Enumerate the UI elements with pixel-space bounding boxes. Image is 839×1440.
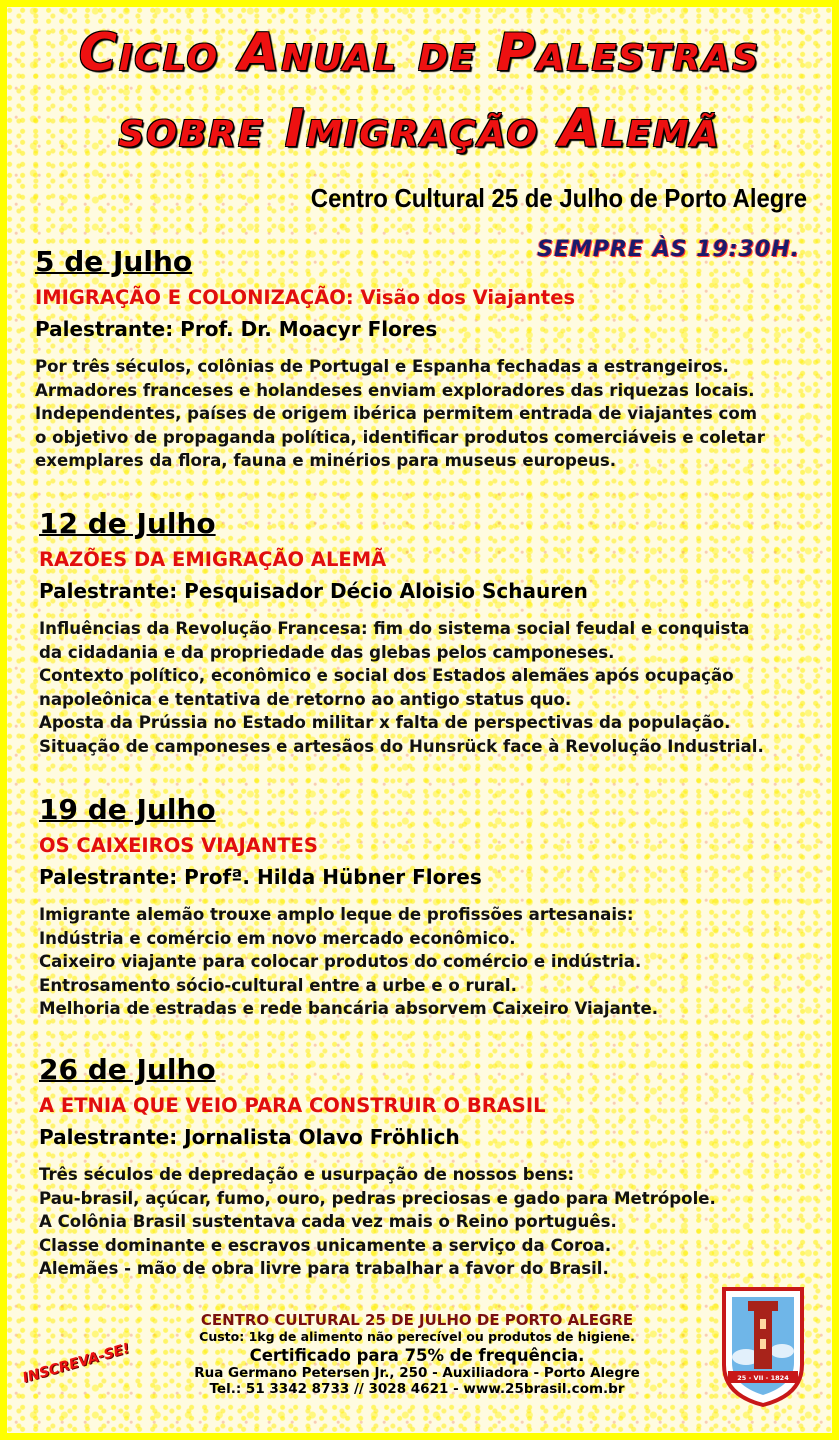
schedule-time: SEMPRE ÀS 19:30H. bbox=[537, 237, 800, 262]
description-line: Independentes, países de origem ibérica permitem entrada de viajantes com bbox=[35, 404, 758, 423]
description-line: Situação de camponeses e artesãos do Hunsrück face à Revolução Industrial. bbox=[39, 736, 764, 756]
session-topic bbox=[35, 286, 835, 309]
session-2 bbox=[39, 507, 839, 758]
footer-cost: Custo: 1kg de alimento não perecível ou produtos de higiene. bbox=[199, 1329, 635, 1344]
footer-info bbox=[157, 1311, 677, 1397]
session-description bbox=[39, 617, 839, 758]
session-topic: RAZÕES DA EMIGRAÇÃO ALEMÃ bbox=[39, 548, 387, 571]
session-date: 5 de Julho bbox=[35, 245, 193, 278]
description-line: Por três séculos, colônias de Portugal e Espanha fechadas a estrangeiros. bbox=[35, 357, 729, 376]
title-line-1: Ciclo Anual de Palestras bbox=[78, 23, 761, 83]
description-line: Influências da Revolução Francesa: fim do sistema social feudal e conquista bbox=[39, 619, 750, 638]
description-line: Indústria e comércio em novo mercado econômico. bbox=[39, 928, 516, 948]
session-topic: OS CAIXEIROS VIAJANTES bbox=[39, 834, 318, 857]
session-date: 26 de Julho bbox=[39, 1053, 216, 1086]
description-line: Alemães - mão de obra livre para trabalhar a favor do Brasil. bbox=[39, 1259, 609, 1278]
session-description bbox=[39, 1163, 839, 1281]
tower-top bbox=[748, 1301, 778, 1311]
subtitle: Centro Cultural 25 de Julho de Porto Alegre bbox=[310, 183, 807, 213]
session-description bbox=[35, 355, 835, 473]
description-line: o objetivo de propaganda política, identificar produtos comerciáveis e coletar bbox=[35, 427, 765, 447]
description-line: Três séculos de depredação e usurpação de nossos bens: bbox=[39, 1165, 575, 1184]
description-line: Imigrante alemão trouxe amplo leque de profissões artesanais: bbox=[39, 905, 634, 924]
session-description bbox=[39, 903, 839, 1021]
title-line-2: sobre Imigração Alemã bbox=[118, 99, 721, 159]
description-line: Caixeiro viajante para colocar produtos do comércio e indústria. bbox=[39, 952, 642, 971]
description-line: Armadores franceses e holandeses enviam exploradores das riquezas locais. bbox=[35, 380, 755, 400]
session-speaker: Palestrante: Prof. Dr. Moacyr Flores bbox=[35, 317, 438, 341]
crest-cloud bbox=[770, 1344, 794, 1358]
session-speaker: Palestrante: Jornalista Olavo Fröhlich bbox=[39, 1125, 460, 1149]
crest-label: 25 - VII - 1824 bbox=[737, 1374, 789, 1382]
tower-window bbox=[760, 1319, 766, 1329]
session-3 bbox=[39, 793, 839, 1021]
session-date: 19 de Julho bbox=[39, 793, 216, 826]
description-line: Entrosamento sócio-cultural entre a urbe e o rural. bbox=[39, 975, 517, 995]
tower-window bbox=[760, 1339, 766, 1349]
description-line: A Colônia Brasil sustentava cada vez mais o Reino português. bbox=[39, 1212, 617, 1231]
session-date: 12 de Julho bbox=[39, 507, 216, 540]
description-line: Melhoria de estradas e rede bancária absorvem Caixeiro Viajante. bbox=[39, 999, 659, 1018]
description-line: Classe dominante e escravos unicamente a serviço da Coroa. bbox=[39, 1235, 612, 1255]
session-4 bbox=[39, 1053, 839, 1281]
footer-contact: Tel.: 51 3342 8733 // 3028 4621 - www.25brasil.com.br bbox=[209, 1381, 625, 1397]
description-line: exemplares da flora, fauna e minérios para museus europeus. bbox=[35, 451, 617, 470]
session-topic: A ETNIA QUE VEIO PARA CONSTRUIR O BRASIL bbox=[39, 1094, 546, 1117]
session-1 bbox=[35, 245, 835, 473]
session-topic-text: IMIGRAÇÃO E COLONIZAÇÃO: Visão dos Viajantes bbox=[35, 286, 576, 309]
signup-callout: INSCREVA-SE! bbox=[21, 1340, 132, 1387]
description-line: da cidadania e da propriedade das glebas pelos camponeses. bbox=[39, 642, 615, 662]
footer-org-name: CENTRO CULTURAL 25 DE JULHO DE PORTO ALEGRE bbox=[200, 1311, 634, 1329]
session-speaker: Palestrante: Profª. Hilda Hübner Flores bbox=[39, 865, 482, 889]
session-speaker: Palestrante: Pesquisador Décio Aloisio Schauren bbox=[39, 579, 588, 603]
footer-address: Rua Germano Petersen Jr., 250 - Auxiliadora - Porto Alegre bbox=[194, 1365, 640, 1381]
description-line: Contexto político, econômico e social dos Estados alemães após ocupação bbox=[39, 666, 734, 685]
description-line: napoleônica e tentativa de retorno ao antigo status quo. bbox=[39, 689, 572, 709]
footer-certificate: Certificado para 75% de frequência. bbox=[249, 1346, 585, 1365]
description-line: Aposta da Prússia no Estado militar x falta de perspectivas da população. bbox=[39, 713, 731, 732]
tower-crest-icon bbox=[722, 1287, 804, 1407]
description-line: Pau-brasil, açúcar, fumo, ouro, pedras preciosas e gado para Metrópole. bbox=[39, 1188, 716, 1208]
